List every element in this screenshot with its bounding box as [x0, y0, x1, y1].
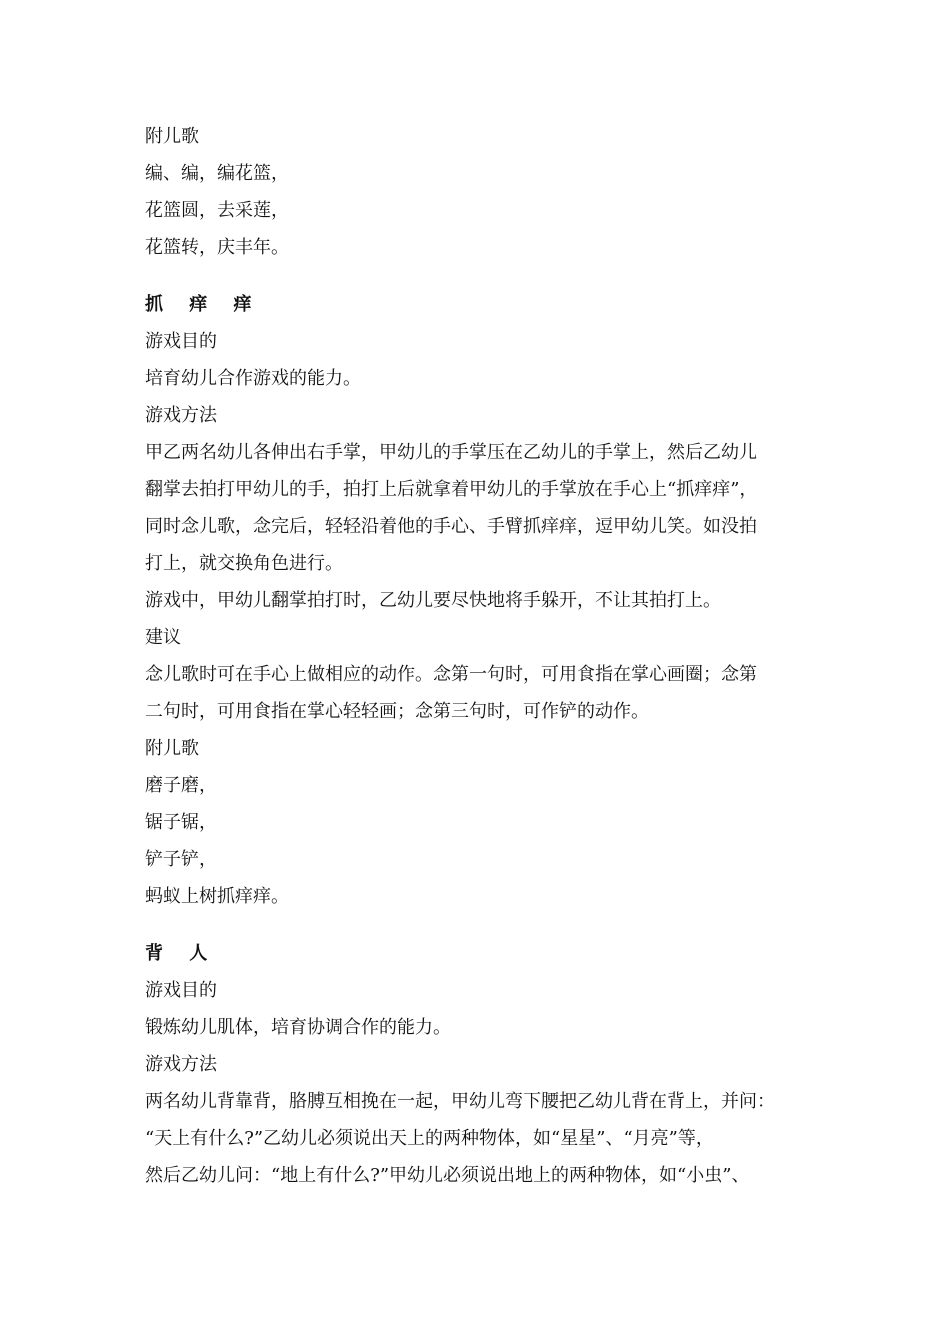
song-line: 编、编，编花篮， — [145, 163, 289, 184]
section-gap — [145, 915, 805, 935]
song-line: 蚂蚁上树抓痒痒。 — [145, 886, 289, 907]
advice-line: 二句时，可用食指在掌心轻轻画；念第三句时，可作铲的动作。 — [145, 701, 649, 722]
song-line: 铲子铲， — [145, 849, 217, 870]
goal-heading: 游戏目的 — [145, 331, 217, 352]
document-page — [145, 118, 805, 1194]
method-heading: 游戏方法 — [145, 405, 217, 426]
song-line: 花篮转，庆丰年。 — [145, 237, 289, 258]
method-line: 游戏中，甲幼儿翻掌拍打时，乙幼儿要尽快地将手躲开，不让其拍打上。 — [145, 590, 721, 611]
advice-heading: 建议 — [145, 627, 181, 648]
game-title: 背 人 — [145, 943, 218, 964]
song-line: 磨子磨， — [145, 775, 217, 796]
goal-text: 锻炼幼儿肌体，培育协调合作的能力。 — [145, 1017, 451, 1038]
section-gap — [145, 266, 805, 286]
method-line: 两名幼儿背靠背，胳膊互相挽在一起，甲幼儿弯下腰把乙幼儿背在背上，并问： — [145, 1091, 775, 1112]
song-line: 锯子锯， — [145, 812, 217, 833]
advice-line: 念儿歌时可在手心上做相应的动作。念第一句时，可用食指在掌心画圈；念第 — [145, 664, 757, 685]
method-heading: 游戏方法 — [145, 1054, 217, 1075]
method-line: 同时念儿歌，念完后，轻轻沿着他的手心、手臂抓痒痒，逗甲幼儿笑。如没拍 — [145, 516, 757, 537]
method-line: 翻掌去拍打甲幼儿的手，拍打上后就拿着甲幼儿的手掌放在手心上“抓痒痒”， — [145, 479, 758, 500]
method-line: “天上有什么?”乙幼儿必须说出天上的两种物体，如“星星”、“月亮”等， — [145, 1128, 714, 1149]
method-line: 甲乙两名幼儿各伸出右手掌，甲幼儿的手掌压在乙幼儿的手掌上，然后乙幼儿 — [145, 442, 757, 463]
game-title: 抓 痒 痒 — [145, 294, 262, 315]
goal-text: 培育幼儿合作游戏的能力。 — [145, 368, 361, 389]
song-heading: 附儿歌 — [145, 738, 199, 759]
method-line: 打上，就交换角色进行。 — [145, 553, 343, 574]
song-line: 花篮圆，去采莲， — [145, 200, 289, 221]
method-line: 然后乙幼儿问：“地上有什么?”甲幼儿必须说出地上的两种物体，如“小虫”、 — [145, 1165, 750, 1186]
song-heading: 附儿歌 — [145, 126, 199, 147]
goal-heading: 游戏目的 — [145, 980, 217, 1001]
